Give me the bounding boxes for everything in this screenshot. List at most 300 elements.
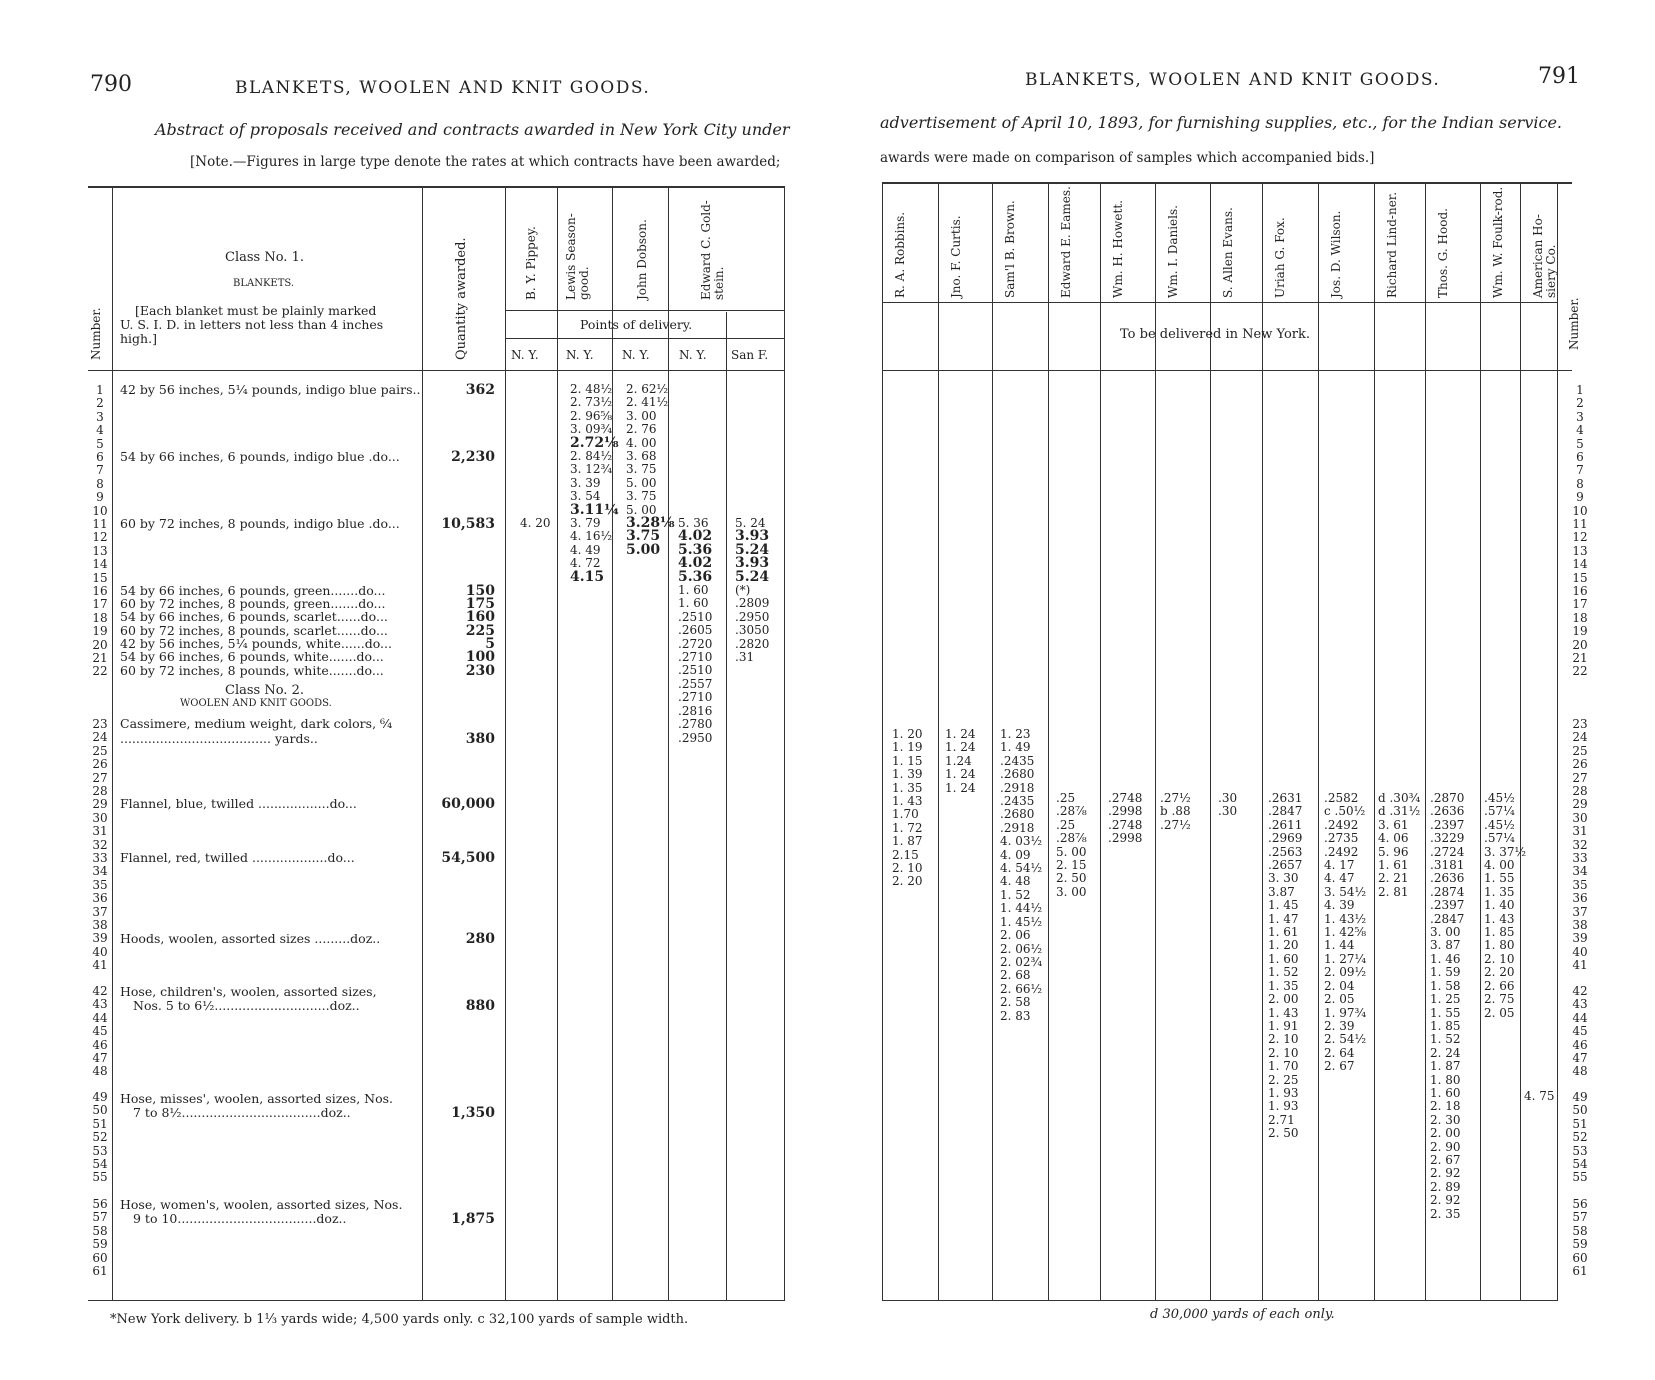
bidder-name: Wm. H. Howett.: [1111, 200, 1125, 298]
row-number: 47: [1572, 1051, 1588, 1065]
row-number: 9: [96, 490, 104, 505]
row-number: 51: [92, 1116, 108, 1131]
bidder-name: Jno. F. Curtis.: [949, 215, 963, 298]
price-value: 2. 62½: [626, 382, 669, 396]
price-value: d .31½: [1378, 804, 1421, 819]
price-value: 1. 60: [1268, 951, 1299, 966]
column-evans: [1218, 792, 1237, 819]
price-value: .2950: [678, 730, 713, 745]
row-number: 57: [92, 1210, 108, 1225]
column-hood: [1430, 792, 1464, 1221]
row-number: 59: [1572, 1237, 1588, 1252]
price-value: 2. 10: [1268, 1045, 1299, 1060]
row-number: 54: [1572, 1157, 1588, 1171]
price-value: .2950: [735, 609, 770, 624]
footnote-left: *New York delivery. b 1⅓ yards wide; 4,500 yards only. c 32,100 yards of sample width.: [110, 1312, 689, 1327]
row-number: 41: [92, 958, 108, 973]
price-value: .2710: [678, 690, 713, 705]
price-value: 1. 52: [1430, 1032, 1461, 1047]
row-number: 55: [1572, 1170, 1588, 1185]
bidder-name: Wm. I. Daniels.: [1166, 205, 1180, 298]
row-number: 4: [1576, 423, 1584, 438]
price-value: 4.15: [570, 568, 605, 585]
row-number: 14: [92, 557, 108, 572]
bidder-name: Jos. D. Wilson.: [1329, 210, 1343, 298]
row-number: 26: [1572, 757, 1588, 772]
row-number: 12: [92, 530, 108, 545]
item-qty: 2,230: [451, 449, 495, 465]
row-number: 50: [1572, 1103, 1588, 1118]
item-desc: 54 by 66 inches, 6 pounds, indigo blue .do...: [120, 449, 400, 464]
item-qty: 60,000: [441, 796, 495, 812]
price-value: 3. 37½: [1484, 844, 1527, 859]
column-eames: [1056, 792, 1087, 899]
row-number: 44: [1572, 1010, 1588, 1025]
price-value: 3. 87: [1430, 938, 1461, 953]
item-desc: 9 to 10...................................doz..: [133, 1211, 347, 1226]
price-value: .27½: [1160, 817, 1191, 832]
price-value: .2582: [1324, 791, 1359, 805]
price-value: .3181: [1430, 858, 1465, 873]
row-number: 43: [1572, 997, 1588, 1012]
price-value: 1. 15: [892, 753, 923, 768]
row-number: 53: [1572, 1143, 1588, 1158]
price-value: 1. 52: [1268, 965, 1299, 980]
row-number: 2: [96, 396, 104, 411]
item-desc: Hose, women's, woolen, assorted sizes, Nos.: [120, 1197, 403, 1212]
row-number: 21: [1572, 651, 1588, 665]
row-number: 14: [1572, 557, 1588, 572]
item-desc: Cassimere, medium weight, dark colors, ⁶⁄₄: [120, 716, 393, 731]
price-value: 1. 35: [1268, 978, 1299, 993]
price-value: 1. 80: [1430, 1072, 1461, 1087]
row-number: 49: [92, 1090, 108, 1104]
item-qty: 362: [465, 382, 495, 398]
row-number: 8: [1576, 476, 1584, 491]
running-head-left: BLANKETS, WOOLEN AND KNIT GOODS.: [235, 78, 651, 98]
price-value: 2.71: [1268, 1112, 1295, 1127]
row-number: 17: [92, 597, 108, 612]
row-number: 19: [1572, 624, 1588, 639]
item-desc: 54 by 66 inches, 6 pounds, white.......do...: [120, 649, 384, 664]
column-goldstein-ny: [678, 517, 712, 745]
price-value: 2. 18: [1430, 1099, 1461, 1114]
price-value: 2. 66½: [1000, 981, 1043, 996]
column-lindner: [1378, 792, 1420, 899]
row-number: 8: [96, 476, 104, 491]
price-value: 2. 81: [1378, 884, 1409, 899]
delivery-label: To be delivered in New York.: [1120, 327, 1310, 342]
price-value: 1. 24: [945, 740, 976, 755]
price-value: .2847: [1268, 804, 1303, 819]
price-value: 1. 25: [1430, 992, 1461, 1007]
price-value: 1. 61: [1378, 858, 1409, 873]
row-number: 37: [92, 904, 108, 919]
price-value: 1. 52: [1000, 887, 1031, 902]
row-number: 40: [1572, 944, 1588, 959]
price-value: 4. 00: [1484, 858, 1515, 873]
price-value: 2. 06: [1000, 928, 1031, 943]
row-number: 56: [1572, 1197, 1588, 1211]
price-value: 2. 00: [1268, 992, 1299, 1007]
price-value: 1. 27¼: [1324, 951, 1367, 966]
column-seasongood: [570, 383, 619, 584]
price-value: .30: [1218, 791, 1238, 805]
price-value: 2. 39: [1324, 1018, 1355, 1033]
price-value: 2. 35: [1430, 1206, 1461, 1221]
price-value: 3. 75: [626, 462, 657, 477]
price-value: 2. 21: [1378, 871, 1409, 886]
price-value: 4. 54½: [1000, 861, 1043, 876]
price-value: .25: [1056, 791, 1076, 805]
row-number: 13: [92, 543, 108, 558]
bidder-pippey: B. Y. Pippey.: [524, 226, 538, 300]
row-number: 17: [1572, 597, 1588, 612]
column-goldstein-sf: [735, 517, 769, 664]
price-value: 2. 30: [1430, 1112, 1461, 1127]
item-desc: 7 to 8½...................................doz..: [133, 1105, 351, 1120]
running-head-right: BLANKETS, WOOLEN AND KNIT GOODS.: [1025, 70, 1441, 90]
price-value: 1. 43½: [1324, 911, 1367, 926]
row-number: 48: [1572, 1064, 1588, 1079]
column-dobson: [626, 383, 675, 557]
row-number: 35: [1572, 877, 1588, 892]
price-value: 1. 42⅝: [1324, 925, 1367, 940]
price-value: 1. 44½: [1000, 901, 1043, 916]
bidder-goldstein: Edward C. Gold-stein.: [699, 200, 726, 300]
row-number: 20: [1572, 637, 1588, 652]
subtitle-left: Abstract of proposals received and contracts awarded in New York City under: [155, 120, 790, 139]
row-number: 59: [92, 1237, 108, 1252]
row-number: 45: [92, 1024, 108, 1039]
price-value: 2. 50: [1268, 1126, 1299, 1141]
row-number: 18: [1572, 610, 1588, 625]
row-number: 49: [1572, 1090, 1588, 1104]
price-value: 5. 36: [678, 516, 709, 530]
item-desc: 60 by 72 inches, 8 pounds, indigo blue .do...: [120, 516, 400, 531]
price-value: 1. 59: [1430, 965, 1461, 980]
class1-title: Class No. 1.: [225, 250, 304, 265]
price-value: .2611: [1268, 817, 1303, 832]
price-value: 3.75: [626, 528, 661, 545]
col-quantity-header: Quantity awarded.: [454, 237, 469, 360]
price-value: 2. 06½: [1000, 941, 1043, 956]
row-number: 22: [92, 664, 108, 679]
row-number: 18: [92, 610, 108, 625]
price-value: 1. 72: [892, 820, 923, 835]
price-value: 1. 24: [945, 727, 976, 741]
price-value: 3.28⅛: [626, 515, 675, 532]
price-value: 3. 09¾: [570, 422, 613, 437]
item-qty: 880: [465, 998, 495, 1014]
price-value: 1. 93: [1268, 1099, 1299, 1114]
price-value: 2. 00: [1430, 1126, 1461, 1141]
bidder-dobson: John Dobson.: [635, 219, 649, 300]
price-value: .2397: [1430, 898, 1465, 913]
item-desc: 60 by 72 inches, 8 pounds, green.......do...: [120, 596, 386, 611]
price-value: 2. 15: [1056, 858, 1087, 873]
bidder-name: Wm. W. Foulk-rod.: [1491, 186, 1505, 298]
item-qty: 1,350: [451, 1105, 495, 1121]
price-value: .2724: [1430, 844, 1465, 859]
price-value: .2847: [1430, 911, 1465, 926]
price-value: 4.02: [678, 555, 713, 572]
price-value: 5.00: [626, 541, 661, 558]
price-value: 3. 39: [570, 475, 601, 490]
price-value: .2435: [1000, 794, 1035, 809]
price-value: .2397: [1430, 817, 1465, 832]
row-number: 24: [1572, 730, 1588, 745]
price-value: 3. 79: [570, 516, 601, 531]
price-value: 1.24: [945, 753, 972, 768]
price-value: 1. 40: [1484, 898, 1515, 913]
item-qty: 10,583: [441, 516, 495, 532]
price-value: .2492: [1324, 844, 1359, 859]
price-value: 1. 43: [892, 794, 923, 809]
price-value: 1. 87: [1430, 1059, 1461, 1074]
price-value: 4. 39: [1324, 898, 1355, 913]
row-number: 15: [92, 570, 108, 585]
price-value: 2. 10: [892, 861, 923, 876]
row-number: 58: [1572, 1223, 1588, 1238]
price-value: 3.93: [735, 528, 770, 545]
price-value: (*): [735, 583, 751, 598]
row-number: 21: [92, 651, 108, 665]
row-number: 43: [92, 997, 108, 1012]
price-value: 3. 00: [626, 408, 657, 423]
price-value: 4.02: [678, 528, 713, 545]
price-value: 2. 90: [1430, 1139, 1461, 1154]
price-value: 2. 20: [1484, 965, 1515, 980]
row-number: 42: [1572, 984, 1588, 998]
row-number: 31: [1572, 824, 1588, 839]
row-number: 4: [96, 423, 104, 438]
price-value: .2998: [1108, 804, 1143, 819]
item-desc: 60 by 72 inches, 8 pounds, white.......do...: [120, 663, 384, 678]
column-american: [1524, 1090, 1555, 1103]
price-value: .2874: [1430, 884, 1465, 899]
row-number: 56: [92, 1197, 108, 1211]
price-value: 2. 96⅝: [570, 408, 613, 423]
price-value: 1. 55: [1484, 871, 1515, 886]
bidder-name: R. A. Robbins.: [893, 211, 907, 298]
price-value: .2998: [1108, 831, 1143, 846]
price-value: 5.24: [735, 568, 770, 585]
item-desc: 54 by 66 inches, 6 pounds, scarlet......do...: [120, 609, 388, 624]
price-value: 1. 60: [1430, 1085, 1461, 1100]
row-number: 11: [1572, 517, 1588, 531]
class1-sub: BLANKETS.: [233, 278, 295, 289]
bidder-seasongood: Lewis Season-good.: [564, 213, 591, 300]
price-value: 2. 48½: [570, 382, 613, 396]
price-value: 4. 47: [1324, 871, 1355, 886]
price-value: d .30¾: [1378, 791, 1421, 805]
row-number: 19: [92, 624, 108, 639]
price-value: 2. 83: [1000, 1008, 1031, 1023]
price-value: 5. 24: [735, 516, 766, 530]
price-value: .2748: [1108, 791, 1143, 805]
price-value: 1. 49: [1000, 740, 1031, 755]
item-desc: 60 by 72 inches, 8 pounds, scarlet......do...: [120, 623, 388, 638]
row-number: 58: [92, 1223, 108, 1238]
price-value: 1. 47: [1268, 911, 1299, 926]
row-number: 3: [96, 409, 104, 424]
row-number: 12: [1572, 530, 1588, 545]
price-value: 2. 66: [1484, 978, 1515, 993]
row-number: 3: [1576, 409, 1584, 424]
price-value: 3.87: [1268, 884, 1295, 899]
price-value: 2. 10: [1268, 1032, 1299, 1047]
price-value: 5. 96: [1378, 844, 1409, 859]
price-value: 5. 00: [1056, 844, 1087, 859]
row-number: 38: [92, 918, 108, 932]
item-qty: 380: [465, 731, 495, 747]
price-value: 1. 58: [1430, 978, 1461, 993]
price-value: 1. 70: [1268, 1059, 1299, 1074]
price-value: 2. 20: [892, 874, 923, 889]
price-value: .31: [735, 650, 755, 665]
row-number: 39: [92, 931, 108, 946]
price-value: 4. 03½: [1000, 834, 1043, 849]
row-number: 45: [1572, 1024, 1588, 1039]
row-number: 1: [96, 383, 104, 397]
bidder-name: Richard Lind-ner.: [1385, 191, 1399, 298]
price-value: .28⅞: [1056, 804, 1087, 819]
price-value: 1. 55: [1430, 1005, 1461, 1020]
price-value: .2780: [678, 717, 713, 732]
price-value: .2918: [1000, 820, 1035, 835]
price-value: 2. 50: [1056, 871, 1087, 886]
bidder-name: Sam'l B. Brown.: [1003, 200, 1017, 298]
row-number: 32: [1572, 837, 1588, 852]
price-value: 2. 76: [626, 422, 657, 437]
price-value: 3. 12¾: [570, 462, 613, 477]
price-value: 2. 67: [1430, 1152, 1461, 1167]
col-number-header: Number.: [89, 307, 103, 360]
item-desc: ...................................... yards..: [120, 731, 318, 746]
row-number: 60: [92, 1250, 108, 1265]
row-number: 16: [1572, 584, 1588, 598]
price-value: 4. 75: [1524, 1089, 1555, 1103]
price-value: 1. 35: [1484, 884, 1515, 899]
price-value: .45½: [1484, 791, 1515, 805]
class1-note: [Each blanket must be plainly marked U. S. I. D. in letters not less than 4 inches high.]: [120, 303, 384, 346]
item-qty: 280: [465, 931, 495, 947]
price-value: .2563: [1268, 844, 1303, 859]
price-value: 2.15: [892, 847, 919, 862]
price-value: .2809: [735, 596, 770, 611]
price-value: 1.70: [892, 807, 919, 822]
row-number: 61: [1572, 1264, 1588, 1278]
price-value: 1. 24: [945, 767, 976, 782]
delivery-point: N. Y.: [566, 348, 594, 362]
price-value: 1. 85: [1430, 1018, 1461, 1033]
row-number: 46: [1572, 1037, 1588, 1052]
price-value: 5.36: [678, 541, 713, 558]
row-number: 5: [96, 436, 104, 451]
item-qty: 225: [465, 623, 495, 639]
column-daniels: [1160, 792, 1191, 832]
price-value: .2735: [1324, 831, 1359, 846]
price-value: .2636: [1430, 804, 1465, 819]
price-value: 1. 85: [1484, 925, 1515, 940]
price-value: 4. 09: [1000, 847, 1031, 862]
row-number: 7: [96, 463, 104, 478]
row-number: 6: [1576, 450, 1584, 464]
column-fox: [1268, 792, 1302, 1141]
item-qty: 160: [465, 609, 495, 625]
item-desc: Hose, children's, woolen, assorted sizes,: [120, 984, 377, 999]
price-value: 3. 68: [626, 449, 657, 464]
delivery-point: N. Y.: [622, 348, 650, 362]
class2-sub: WOOLEN AND KNIT GOODS.: [180, 698, 332, 709]
price-value: 2. 84½: [570, 449, 613, 464]
row-number: 20: [92, 637, 108, 652]
price-value: 2. 25: [1268, 1072, 1299, 1087]
row-number: 2: [1576, 396, 1584, 411]
row-number: 10: [92, 503, 108, 518]
price-value: 1. 39: [892, 767, 923, 782]
row-number: 54: [92, 1157, 108, 1171]
row-number: 52: [92, 1130, 108, 1145]
price-value: .45½: [1484, 817, 1515, 832]
price-value: .2510: [678, 663, 713, 678]
price-value: 2. 05: [1484, 1005, 1515, 1020]
price-value: .2918: [1000, 780, 1035, 795]
row-number: 6: [96, 450, 104, 464]
item-qty: 1,875: [451, 1211, 495, 1227]
price-value: 2. 73½: [570, 395, 613, 410]
row-number: 5: [1576, 436, 1584, 451]
price-value: 2. 89: [1430, 1179, 1461, 1194]
price-value: 2. 10: [1484, 951, 1515, 966]
bidder-name: Uriah G. Fox.: [1273, 217, 1287, 298]
column-robbins: [892, 728, 923, 889]
price-value: 1. 60: [678, 596, 709, 611]
item-qty: 150: [465, 583, 495, 599]
price-value: .2710: [678, 650, 713, 665]
price-value: 2. 68: [1000, 968, 1031, 983]
price-value: 4. 20: [520, 516, 551, 530]
price-value: 1. 23: [1000, 727, 1031, 741]
price-value: 2. 02¾: [1000, 954, 1043, 969]
price-value: .3050: [735, 623, 770, 638]
row-number: 16: [92, 584, 108, 598]
price-value: .2435: [1000, 753, 1035, 768]
item-desc: 42 by 56 inches, 5¼ pounds, white......do...: [120, 636, 392, 651]
row-number: 61: [92, 1264, 108, 1278]
price-value: .2631: [1268, 791, 1303, 805]
page-number-left: 790: [90, 72, 132, 97]
price-value: .2748: [1108, 817, 1143, 832]
row-number: 30: [92, 810, 108, 825]
price-value: 1. 45: [1268, 898, 1299, 913]
row-number: 47: [92, 1051, 108, 1065]
price-value: 2. 05: [1324, 992, 1355, 1007]
price-value: 4. 48: [1000, 874, 1031, 889]
price-value: 2. 58: [1000, 995, 1031, 1010]
row-number: 32: [92, 837, 108, 852]
price-value: .2870: [1430, 791, 1465, 805]
price-value: 4. 16½: [570, 529, 613, 544]
price-value: 3.93: [735, 555, 770, 572]
row-number: 42: [92, 984, 108, 998]
column-howett: [1108, 792, 1142, 846]
price-value: 1. 46: [1430, 951, 1461, 966]
price-value: 1. 20: [892, 727, 923, 741]
row-number: 28: [92, 784, 108, 798]
delivery-point: N. Y.: [679, 348, 707, 362]
